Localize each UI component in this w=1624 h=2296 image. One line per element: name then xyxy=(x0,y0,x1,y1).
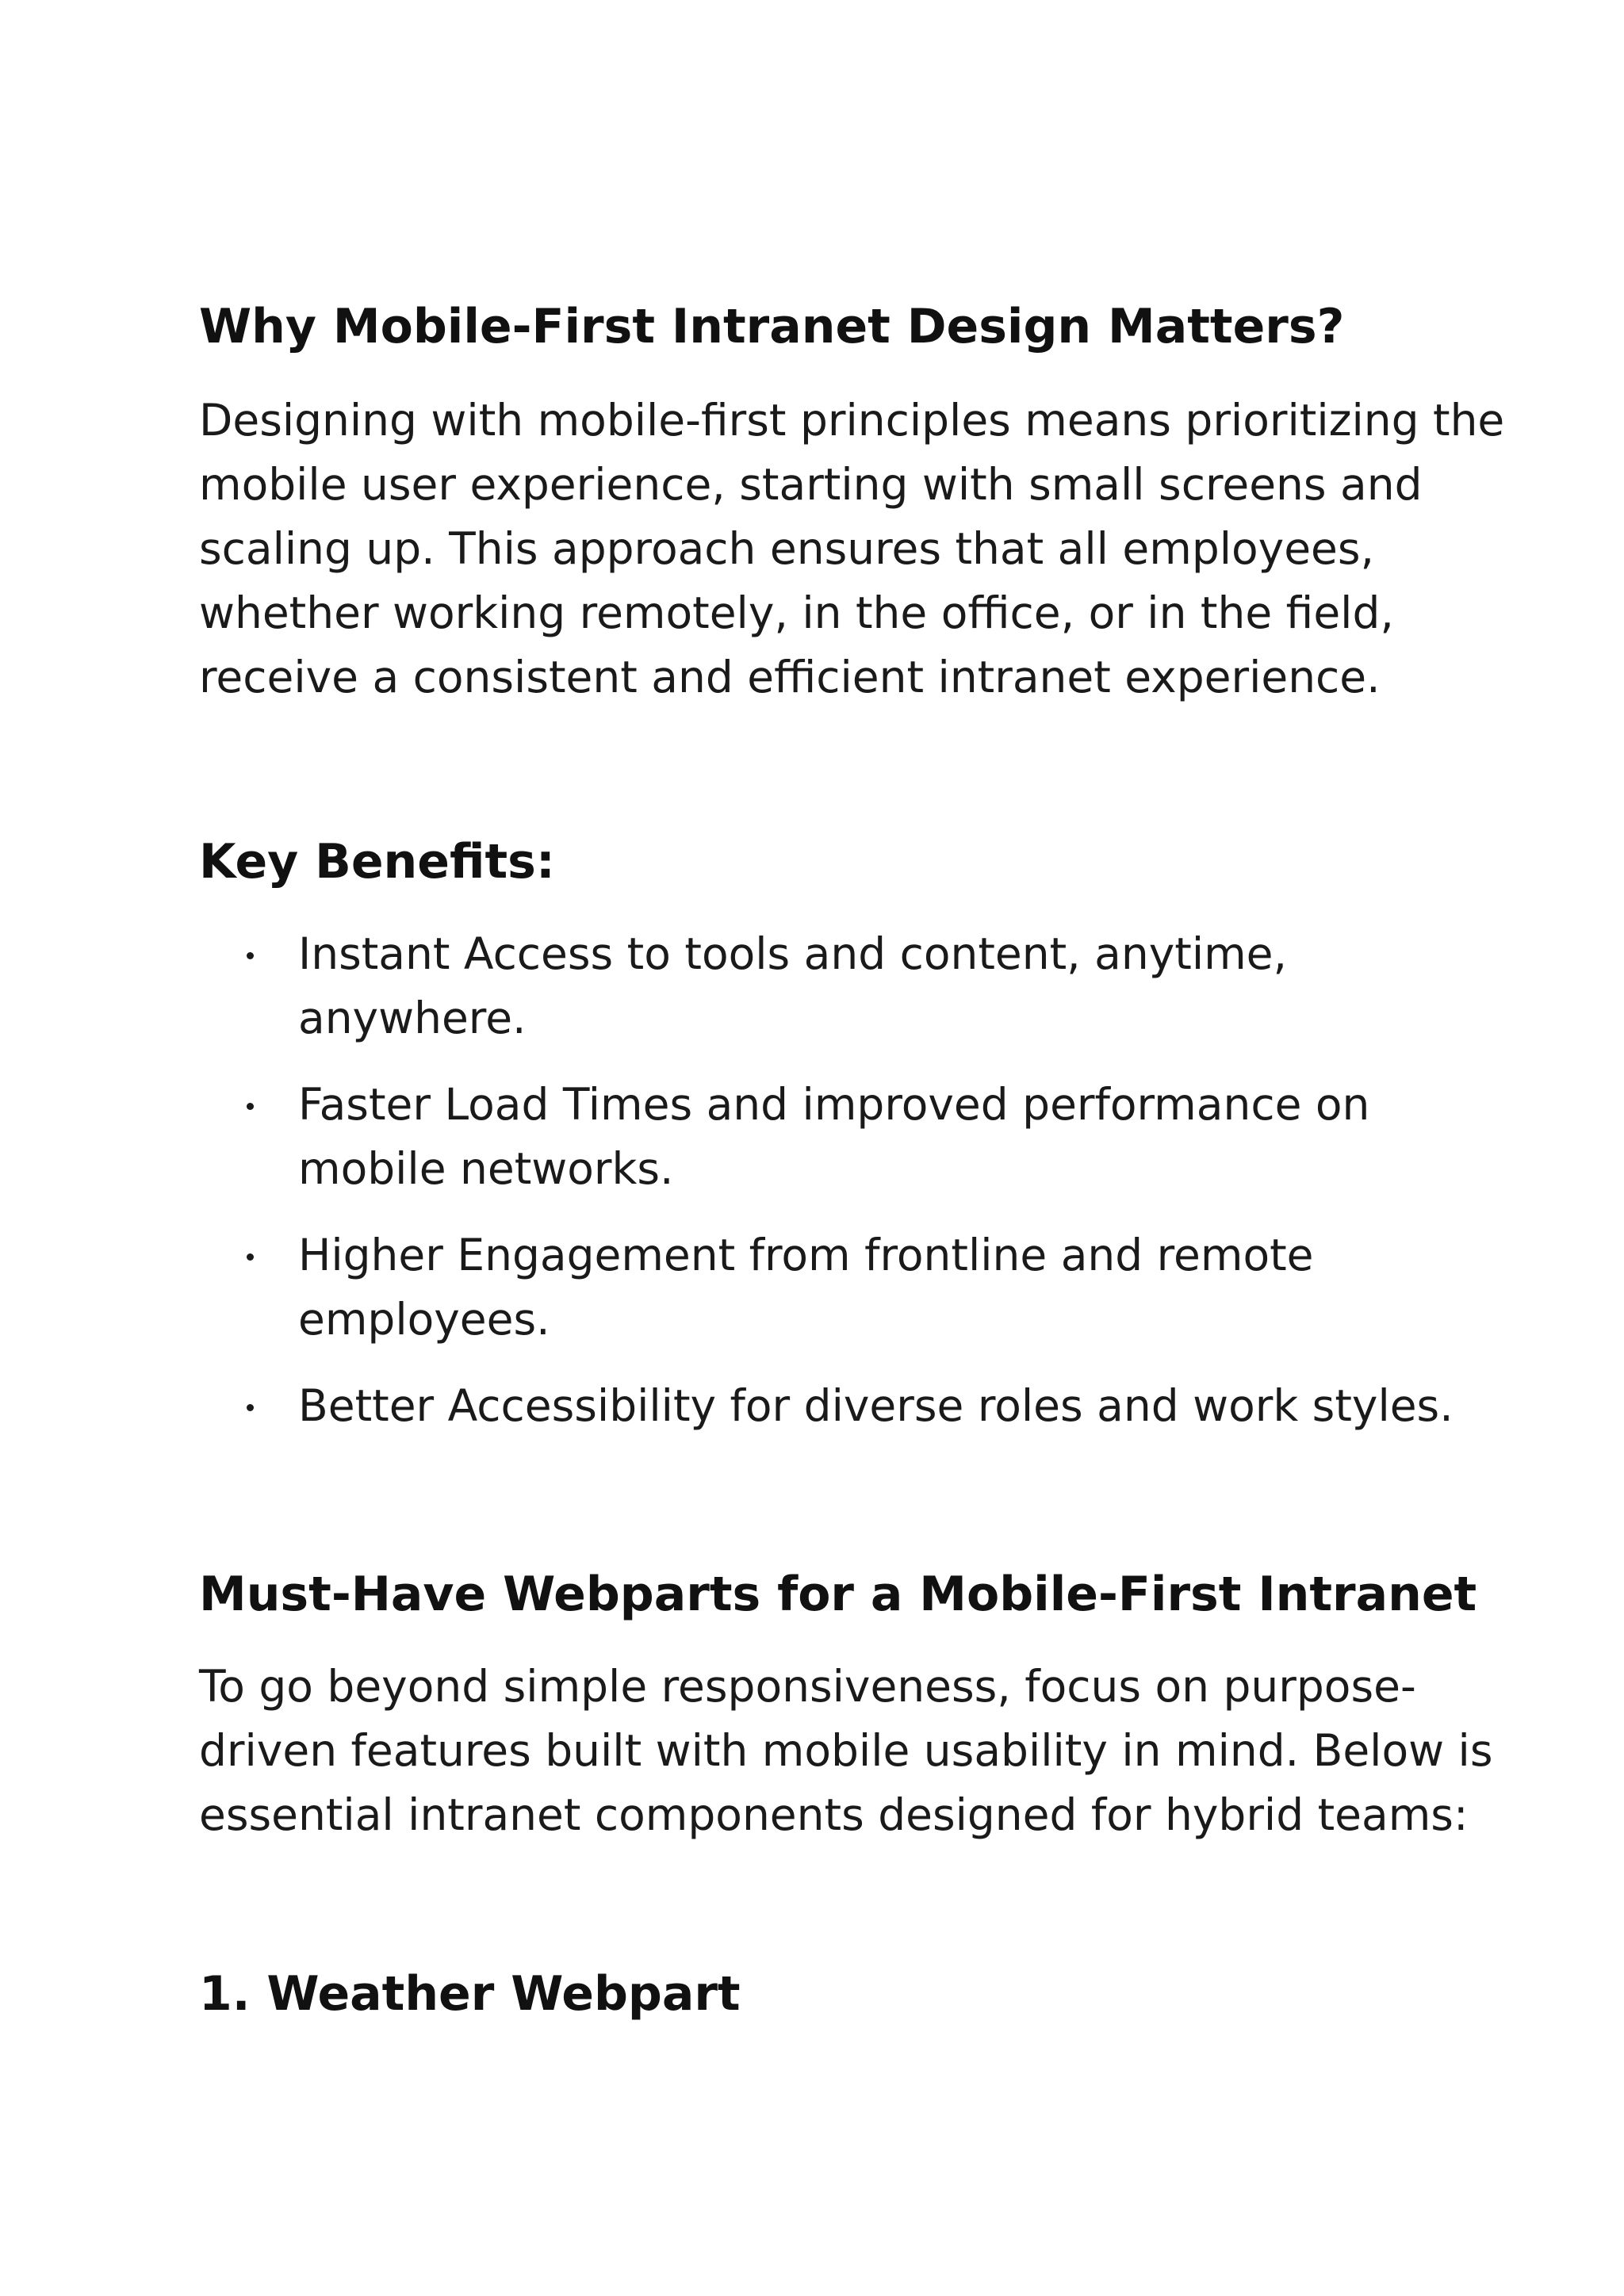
list-item xyxy=(199,922,1454,1050)
list-item-line: Instant Access to tools and content, anytime, xyxy=(298,928,1288,979)
paragraph-line: receive a consistent and efficient intranet experience. xyxy=(199,652,1381,702)
webparts-paragraph xyxy=(199,1655,1493,1847)
benefits-list xyxy=(199,922,1454,1460)
list-item-line: Faster Load Times and improved performance on xyxy=(298,1079,1370,1130)
paragraph-line: essential intranet components designed for hybrid teams: xyxy=(199,1789,1469,1840)
paragraph-line: To go beyond simple responsiveness, focus on purpose- xyxy=(199,1661,1416,1712)
paragraph-line: Designing with mobile-first principles means prioritizing the xyxy=(199,395,1505,446)
paragraph-line: whether working remotely, in the office, or in the field, xyxy=(199,587,1394,638)
bullet-icon xyxy=(247,1253,254,1261)
section-heading-weather-webpart: 1. Weather Webpart xyxy=(199,1966,741,2022)
list-item xyxy=(199,1374,1454,1438)
intro-paragraph xyxy=(199,388,1504,710)
list-item-line: mobile networks. xyxy=(298,1143,674,1194)
list-item-line: anywhere. xyxy=(298,993,527,1043)
bullet-icon xyxy=(247,1103,254,1110)
list-item-line: Better Accessibility for diverse roles and work styles. xyxy=(298,1380,1454,1431)
paragraph-line: mobile user experience, starting with small screens and xyxy=(199,459,1423,510)
list-item-line: Higher Engagement from frontline and remote xyxy=(298,1230,1314,1280)
bullet-icon xyxy=(247,1404,254,1411)
bullet-icon xyxy=(247,952,254,959)
list-item xyxy=(199,1223,1454,1352)
paragraph-line: scaling up. This approach ensures that all employees, xyxy=(199,523,1375,574)
section-heading-why-mobile-first: Why Mobile-First Intranet Design Matters? xyxy=(199,299,1345,354)
paragraph-line: driven features built with mobile usability in mind. Below is xyxy=(199,1725,1493,1776)
list-item xyxy=(199,1073,1454,1201)
section-heading-must-have-webparts: Must-Have Webparts for a Mobile-First Intranet xyxy=(199,1567,1477,1622)
section-heading-key-benefits: Key Benefits: xyxy=(199,834,555,890)
list-item-line: employees. xyxy=(298,1294,550,1345)
